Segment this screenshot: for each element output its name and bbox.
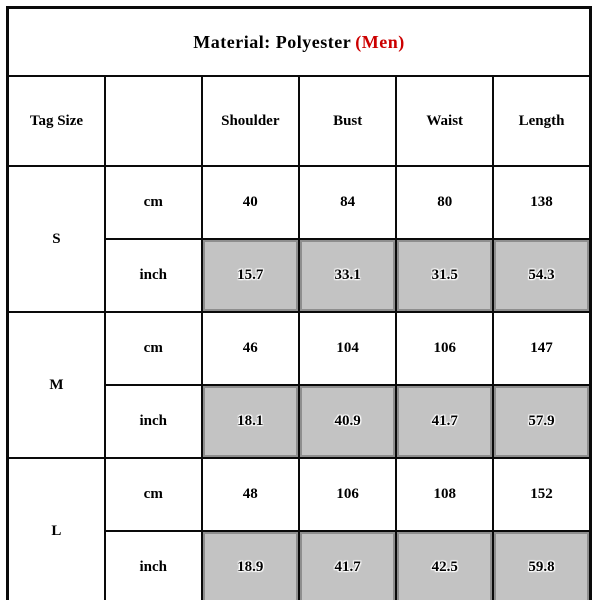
column-header-length: Length <box>493 76 590 166</box>
value-l-inch-bust <box>299 531 396 600</box>
highlight-block: 15.7 <box>203 240 298 311</box>
value-s-inch-shoulder <box>202 239 299 312</box>
gender-label: (Men) <box>355 31 405 52</box>
value-s-cm-bust: 84 <box>299 166 396 239</box>
unit-label-inch: inch <box>105 531 202 600</box>
value-m-cm-shoulder: 46 <box>202 312 299 385</box>
value-l-cm-length: 152 <box>493 458 590 531</box>
unit-label-cm: cm <box>105 312 202 385</box>
value-m-cm-bust: 104 <box>299 312 396 385</box>
corner-cell-tag-size: Tag Size <box>8 76 105 166</box>
highlight-block: 41.7 <box>300 532 395 600</box>
value-m-cm-length: 147 <box>493 312 590 385</box>
value-m-inch-shoulder <box>202 385 299 458</box>
value-m-inch-bust <box>299 385 396 458</box>
highlight-block: 31.5 <box>397 240 492 311</box>
value-l-cm-waist: 108 <box>396 458 493 531</box>
highlight-block: 40.9 <box>300 386 395 457</box>
value-m-inch-length <box>493 385 590 458</box>
highlight-block: 42.5 <box>397 532 492 600</box>
unit-label-inch: inch <box>105 385 202 458</box>
row-m-cm <box>8 312 591 385</box>
column-header-shoulder: Shoulder <box>202 76 299 166</box>
value-s-inch-bust <box>299 239 396 312</box>
size-chart-table <box>6 6 592 600</box>
highlight-block: 18.1 <box>203 386 298 457</box>
column-header-waist: Waist <box>396 76 493 166</box>
value-l-inch-shoulder <box>202 531 299 600</box>
highlight-block: 33.1 <box>300 240 395 311</box>
value-m-inch-waist <box>396 385 493 458</box>
value-l-inch-waist <box>396 531 493 600</box>
title-cell <box>8 8 591 77</box>
highlight-block: 57.9 <box>494 386 589 457</box>
value-l-inch-length <box>493 531 590 600</box>
header-row <box>8 76 591 166</box>
size-label-l: L <box>8 458 105 600</box>
column-header-bust: Bust <box>299 76 396 166</box>
value-l-cm-bust: 106 <box>299 458 396 531</box>
value-s-cm-length: 138 <box>493 166 590 239</box>
value-m-cm-waist: 106 <box>396 312 493 385</box>
highlight-block: 59.8 <box>494 532 589 600</box>
highlight-block: 41.7 <box>397 386 492 457</box>
value-s-inch-length <box>493 239 590 312</box>
unit-label-cm: cm <box>105 458 202 531</box>
title-row <box>8 8 591 77</box>
value-l-cm-shoulder: 48 <box>202 458 299 531</box>
row-l-cm <box>8 458 591 531</box>
value-s-inch-waist <box>396 239 493 312</box>
value-s-cm-waist: 80 <box>396 166 493 239</box>
unit-header-cell-empty <box>105 76 202 166</box>
value-s-cm-shoulder: 40 <box>202 166 299 239</box>
size-label-m: M <box>8 312 105 458</box>
size-label-s: S <box>8 166 105 312</box>
material-title: Material: Polyester <box>193 31 352 52</box>
highlight-block: 54.3 <box>494 240 589 311</box>
unit-label-cm: cm <box>105 166 202 239</box>
highlight-block: 18.9 <box>203 532 298 600</box>
unit-label-inch: inch <box>105 239 202 312</box>
row-s-cm <box>8 166 591 239</box>
